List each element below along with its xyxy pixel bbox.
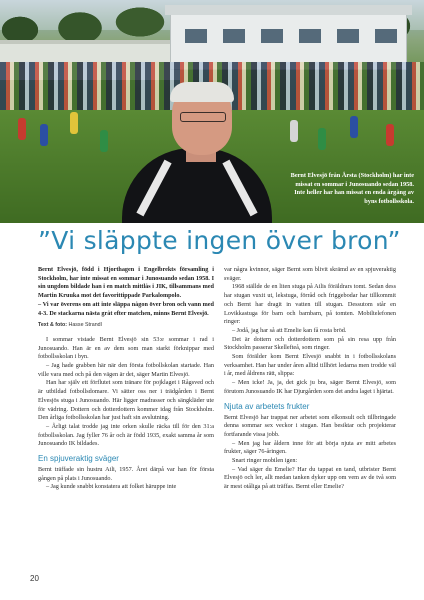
photo-caption: Bernt Elvesjö från Årsta (Stockholm) har inte missat en sommar i Junosuando sedan 1958. Inte heller har han missat en enda årgång av byns fotbollsskola. [290,172,414,205]
article-photo [0,0,424,223]
article-headline: ”Vi släppte ingen över bron” [38,226,401,255]
section-subheading: Njuta av arbetets frukter [224,401,310,411]
body-paragraph: – Jag hade grabben här när den första fotbollskolan startade. Han ville vara med och på den vägen är det, säger Martin Elvesjö. [38,362,214,378]
article-byline [38,321,214,330]
photo-man-hair [170,82,234,102]
clubhouse-window [261,29,283,43]
body-paragraph: 1968 ställde de en liten stuga på Ailis föräldrars tomt. Sedan dess har stugan vuxit ut, lekstuga, förråd och friggebodar har tillkommit och Bernt har dragit in vatten till stugan. Dessutom står en Lovikkastuga för barn och barnbarn, på tomten. Mobiltelefonen ringer: [224,283,396,326]
body-paragraph: I sommar vistade Bernt Elvesjö sin 53:e sommar i rad i Junosuando. Han är en av dem som man starkt förknippar med fotbollsskolan i byn. [38,335,214,361]
byline-name: Hasse Strandl [68,322,102,329]
clubhouse-window [337,29,359,43]
body-paragraph: Snart ringer mobilen igen: [232,457,298,465]
body-paragraph: Som förälder kom Bernt Elvesjö snabbt in i fotbollsskolans verksamhet. Han har under åren alltid tillhört ledarna men trodde väl i år, med åldrens rätt, slippa: [224,353,396,378]
body-paragraph: – Vad säger du Emelie? Har du tappat en tand, utbrister Bernt Elvesjö och ler, allt medan tanken dyker upp om vem av de två som är mest otåliga på att träffas. Bernt eller Emelie? [224,465,396,491]
photo-child [290,120,298,142]
body-paragraph: Bernt träffade sin hustru Aili, 1957. Året därpå var han för första gången på plats i Junosuando. [38,466,214,482]
section-subheading: En spjuveraktig sväger [38,454,119,464]
clubhouse-window [299,29,321,43]
photo-child [100,130,108,152]
photo-man-glasses [180,112,226,122]
body-paragraph: Det är dottern och dotterdottern som på sin resa upp från Stockholm passerar Skellefteå, som ringer. [224,335,396,352]
article-column-right [224,266,396,492]
body-paragraph: Bernt Elvesjö har trappat ner arbetet som elkonsult och tillbringade denna sommar sex veckor i stugan. Han besiktar och projekterar fortfarande vissa jobb. [224,413,396,438]
body-paragraph: – Men icke! Ja, ja, det gick ju bra, säger Bernt Elvesjö, som förutom Junosuando IK har Djurgården som det andra laget i hjärtat. [224,379,396,395]
body-paragraph: – Jodå, jag har så att Emelie kan få rosta bröd. [232,326,347,334]
body-paragraph: var några kvinnor, säger Bernt som blivit skrämd av en spjuveraktig sväger. [224,266,396,282]
clubhouse-window [223,29,245,43]
photo-child [40,124,48,146]
article-column-left [38,266,214,492]
page-number: 20 [30,574,39,583]
photo-child [70,112,78,134]
byline-label: Text & foto: [38,322,68,329]
photo-child [318,128,326,150]
photo-clubhouse [170,10,407,70]
body-paragraph: – Men jag har åldern inne för att börja njuta av mitt arbetes frukter, säger 76-åringen. [224,439,396,456]
body-paragraph: – Årligt talat trodde jag inte orken skulle räcka till för den 31:a fotbollsskolan. Jag fyller 76 år och är född 1935, exakt samma år som Junosuando IK bildades. [38,422,214,448]
article-lead: Bernt Elvesjö, född i Hjorthagen i Engelbrekts församling i Stockholm, har inte missat en sommar i Junosuando sedan 1958. I sin ungdom bildade han i en match mittlås i JIK, tillsammans med Martin Kruuka mot det favorittippade Parkalompolo. [38,266,214,300]
clubhouse-roof [165,5,412,15]
clubhouse-window [375,29,397,43]
body-paragraph: Han har själv ett förflutet som tränare för pojklaget i Rågsved och är utbildad fotbollsdomare. Vi sätter oss ner i trädgården i Bernt Elvesjös stuga i Junosuando. Här ligger madrasser och sängkläder ute för vädring. Dottern och dotterdottern kommer idag från Stockholm. Den årliga fotbollsskolan har just haft sin avslutning. [38,379,214,422]
photo-child [18,118,26,140]
photo-child [350,116,358,138]
clubhouse-window [185,29,207,43]
body-paragraph: – Jag kunde snabbt konstatera att folket häruppe inte [46,483,177,491]
article-lead-quote: – Vi var överens om att inte släppa någon över bron och vann med 4-3. De stackarna nästa gråt efter matchen, minns Bernt Elvesjö. [38,300,214,317]
photo-child [386,124,394,146]
